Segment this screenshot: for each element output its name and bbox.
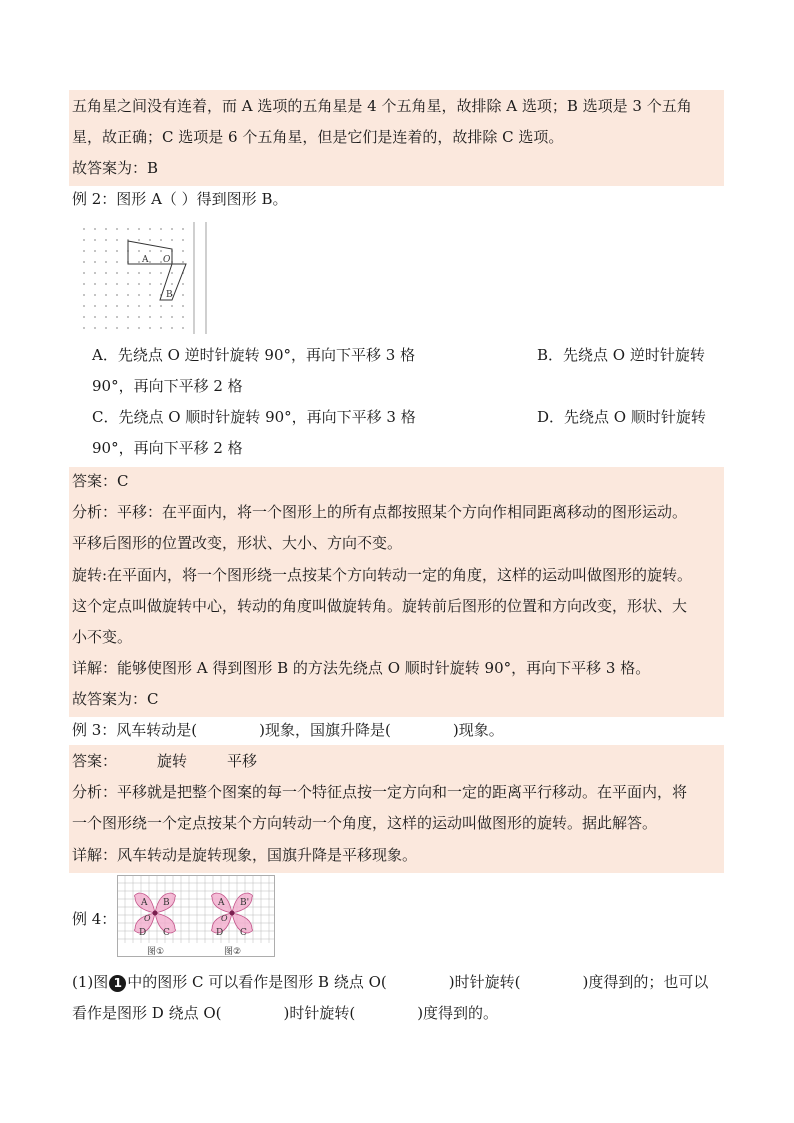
grid-dot — [127, 272, 129, 274]
grid-dot — [149, 294, 151, 296]
analysis-line: 一个图形绕一个定点按某个方向转动一个角度，这样的运动叫做图形的旋转。据此解答。 — [72, 814, 658, 832]
grid-dot — [171, 327, 173, 329]
option-a: A．先绕点 O 逆时针旋转 90°，再向下平移 3 格 — [92, 346, 416, 364]
grid-dot — [116, 261, 118, 263]
grid-dot — [160, 316, 162, 318]
grid-dot — [182, 283, 184, 285]
grid-dot — [94, 327, 96, 329]
grid-dot — [116, 283, 118, 285]
grid-dot — [149, 228, 151, 230]
rotation-grid-figure — [82, 222, 217, 334]
shape-b — [160, 264, 186, 300]
grid-dot — [105, 228, 107, 230]
option-c: C．先绕点 O 顺时针旋转 90°，再向下平移 3 格 — [92, 408, 416, 426]
question-part: )时针旋转( — [283, 1004, 356, 1022]
grid-dot — [83, 261, 85, 263]
grid-dot — [171, 283, 173, 285]
grid-dot — [83, 272, 85, 274]
grid-dot — [116, 250, 118, 252]
grid-dot — [83, 316, 85, 318]
answer-label: 答案： — [72, 752, 118, 770]
grid-dot — [160, 228, 162, 230]
grid-dot — [94, 250, 96, 252]
grid-dot — [105, 283, 107, 285]
grid-dot — [138, 250, 140, 252]
question-part: )度得到的；也可以 — [582, 973, 709, 991]
grid-dot — [171, 305, 173, 307]
grid-dot — [127, 228, 129, 230]
grid-dot — [94, 294, 96, 296]
paragraph-line: 五角星之间没有连着，而 A 选项的五角星是 4 个五角星，故排除 A 选项；B 选项是 3 个五角 — [72, 97, 692, 115]
fig1-label-o: O — [144, 914, 151, 923]
fig2-caption: 图② — [224, 947, 242, 957]
flower-center — [153, 911, 158, 916]
fig2-label-d: D — [216, 928, 224, 938]
option-d: D．先绕点 O 顺时针旋转 — [537, 408, 706, 426]
question-part: )度得到的。 — [417, 1004, 499, 1022]
grid-dot — [127, 327, 129, 329]
analysis-line: 分析：平移：在平面内，将一个图形上的所有点都按照某个方向作相同距离移动的图形运动。 — [72, 503, 688, 521]
fig1-label-a: A — [141, 898, 148, 908]
grid-dot — [149, 327, 151, 329]
grid-dot — [127, 283, 129, 285]
grid-dot — [116, 239, 118, 241]
analysis-line: 分析：平移就是把整个图案的每一个特征点按一定方向和一定的距离平行移动。在平面内，将 — [72, 783, 688, 801]
question-part: (1)图 — [72, 973, 109, 991]
grid-dot — [105, 327, 107, 329]
grid-dot — [94, 239, 96, 241]
grid-dot — [138, 316, 140, 318]
fig2-label-b: B' — [240, 898, 250, 908]
question-part: )时针旋转( — [448, 973, 521, 991]
analysis-line: 小不变。 — [72, 628, 133, 646]
answer-line — [72, 746, 257, 777]
question-part: 例 3：风车转动是( — [72, 721, 198, 739]
flower-figures — [117, 875, 275, 957]
grid-dot — [138, 294, 140, 296]
detail-line: 详解：风车转动是旋转现象，国旗升降是平移现象。 — [72, 846, 418, 864]
grid-dot — [105, 272, 107, 274]
grid-dot — [149, 250, 151, 252]
option-b: B．先绕点 O 逆时针旋转 — [537, 346, 705, 364]
example-4-question-1 — [72, 967, 708, 998]
label-b: B — [166, 290, 173, 300]
grid-dot — [182, 250, 184, 252]
grid-dot — [160, 327, 162, 329]
grid-dot — [182, 294, 184, 296]
fig1-label-c: C — [163, 928, 170, 938]
grid-dot — [94, 228, 96, 230]
grid-dot — [83, 239, 85, 241]
grid-dot — [116, 327, 118, 329]
example-4-question-2 — [72, 998, 498, 1029]
grid-dot — [138, 327, 140, 329]
final-answer-line: 故答案为：C — [72, 690, 159, 708]
fig1-caption: 图① — [147, 947, 165, 957]
grid-dot — [94, 305, 96, 307]
grid-dot — [182, 228, 184, 230]
option-b-continued: 90°，再向下平移 2 格 — [92, 377, 243, 395]
fig1-label-b: B — [163, 898, 170, 908]
grid-dot — [105, 250, 107, 252]
question-part: 看作是图形 D 绕点 O( — [72, 1004, 222, 1022]
grid-dot — [171, 239, 173, 241]
grid-dot — [160, 250, 162, 252]
grid-dot — [138, 272, 140, 274]
paragraph-line: 星，故正确；C 选项是 6 个五角星，但是它们是连着的，故排除 C 选项。 — [72, 128, 564, 146]
example-2-question: 例 2：图形 A（ ）得到图形 B。 — [72, 190, 288, 208]
grid-dot — [83, 283, 85, 285]
grid-dot — [116, 305, 118, 307]
grid-dot — [83, 294, 85, 296]
grid-dot — [182, 239, 184, 241]
detail-line: 详解：能够使图形 A 得到图形 B 的方法先绕点 O 顺时针旋转 90°，再向下平移 3 格。 — [72, 659, 651, 677]
grid-dot — [182, 305, 184, 307]
answer-value-1: 旋转 — [157, 752, 188, 770]
grid-dot — [116, 294, 118, 296]
grid-dot — [149, 316, 151, 318]
option-d-continued: 90°，再向下平移 2 格 — [92, 439, 243, 457]
grid-dot — [127, 294, 129, 296]
grid-dot — [94, 283, 96, 285]
grid-dot — [105, 261, 107, 263]
grid-dot — [94, 261, 96, 263]
grid-dot — [160, 239, 162, 241]
fig2-label-o: O — [221, 914, 228, 923]
grid-dot — [182, 327, 184, 329]
grid-dot — [149, 261, 151, 263]
analysis-line: 平移后图形的位置改变，形状、大小、方向不变。 — [72, 534, 403, 552]
analysis-line: 旋转:在平面内，将一个图形绕一点按某个方向转动一定的角度，这样的运动叫做图形的旋转。 — [72, 566, 693, 584]
grid-dot — [149, 272, 151, 274]
grid-dot — [105, 239, 107, 241]
grid-dot — [138, 228, 140, 230]
grid-dot — [149, 239, 151, 241]
grid-dot — [83, 228, 85, 230]
circled-number: 1 — [109, 975, 126, 992]
example-3-question — [72, 715, 504, 746]
grid-dot — [116, 228, 118, 230]
question-part: 中的图形 C 可以看作是图形 B 绕点 O( — [127, 973, 387, 991]
grid-dot — [149, 305, 151, 307]
question-part: )现象，国旗升降是( — [259, 721, 391, 739]
fig1-label-d: D — [139, 928, 147, 938]
label-o: O — [163, 255, 171, 265]
grid-dot — [160, 272, 162, 274]
grid-dot — [149, 283, 151, 285]
grid-dot — [160, 305, 162, 307]
label-a: A — [142, 255, 149, 265]
answer-line: 故答案为：B — [72, 159, 159, 177]
grid-dot — [138, 305, 140, 307]
example-4-label: 例 4： — [72, 910, 117, 928]
grid-dot — [94, 316, 96, 318]
answer-line: 答案：C — [72, 472, 129, 490]
grid-dot — [94, 272, 96, 274]
grid-dot — [83, 305, 85, 307]
answer-value-2: 平移 — [227, 752, 258, 770]
grid-dot — [116, 272, 118, 274]
grid-dot — [171, 316, 173, 318]
grid-dot — [105, 294, 107, 296]
grid-dot — [138, 261, 140, 263]
grid-dot — [160, 261, 162, 263]
grid-dot — [182, 261, 184, 263]
fig2-label-a: A — [218, 898, 225, 908]
grid-dot — [171, 272, 173, 274]
fig2-label-c: C — [240, 928, 247, 938]
grid-dot — [160, 283, 162, 285]
grid-dot — [171, 228, 173, 230]
grid-dot — [116, 316, 118, 318]
grid-dot — [83, 250, 85, 252]
grid-dot — [127, 305, 129, 307]
grid-dot — [138, 239, 140, 241]
grid-dot — [127, 316, 129, 318]
grid-dot — [138, 283, 140, 285]
flower-center — [230, 911, 235, 916]
analysis-line: 这个定点叫做旋转中心，转动的角度叫做旋转角。旋转前后图形的位置和方向改变，形状、大 — [72, 597, 688, 615]
grid-dot — [105, 305, 107, 307]
grid-dot — [182, 316, 184, 318]
grid-dot — [105, 316, 107, 318]
question-part: )现象。 — [452, 721, 504, 739]
grid-dot — [83, 327, 85, 329]
